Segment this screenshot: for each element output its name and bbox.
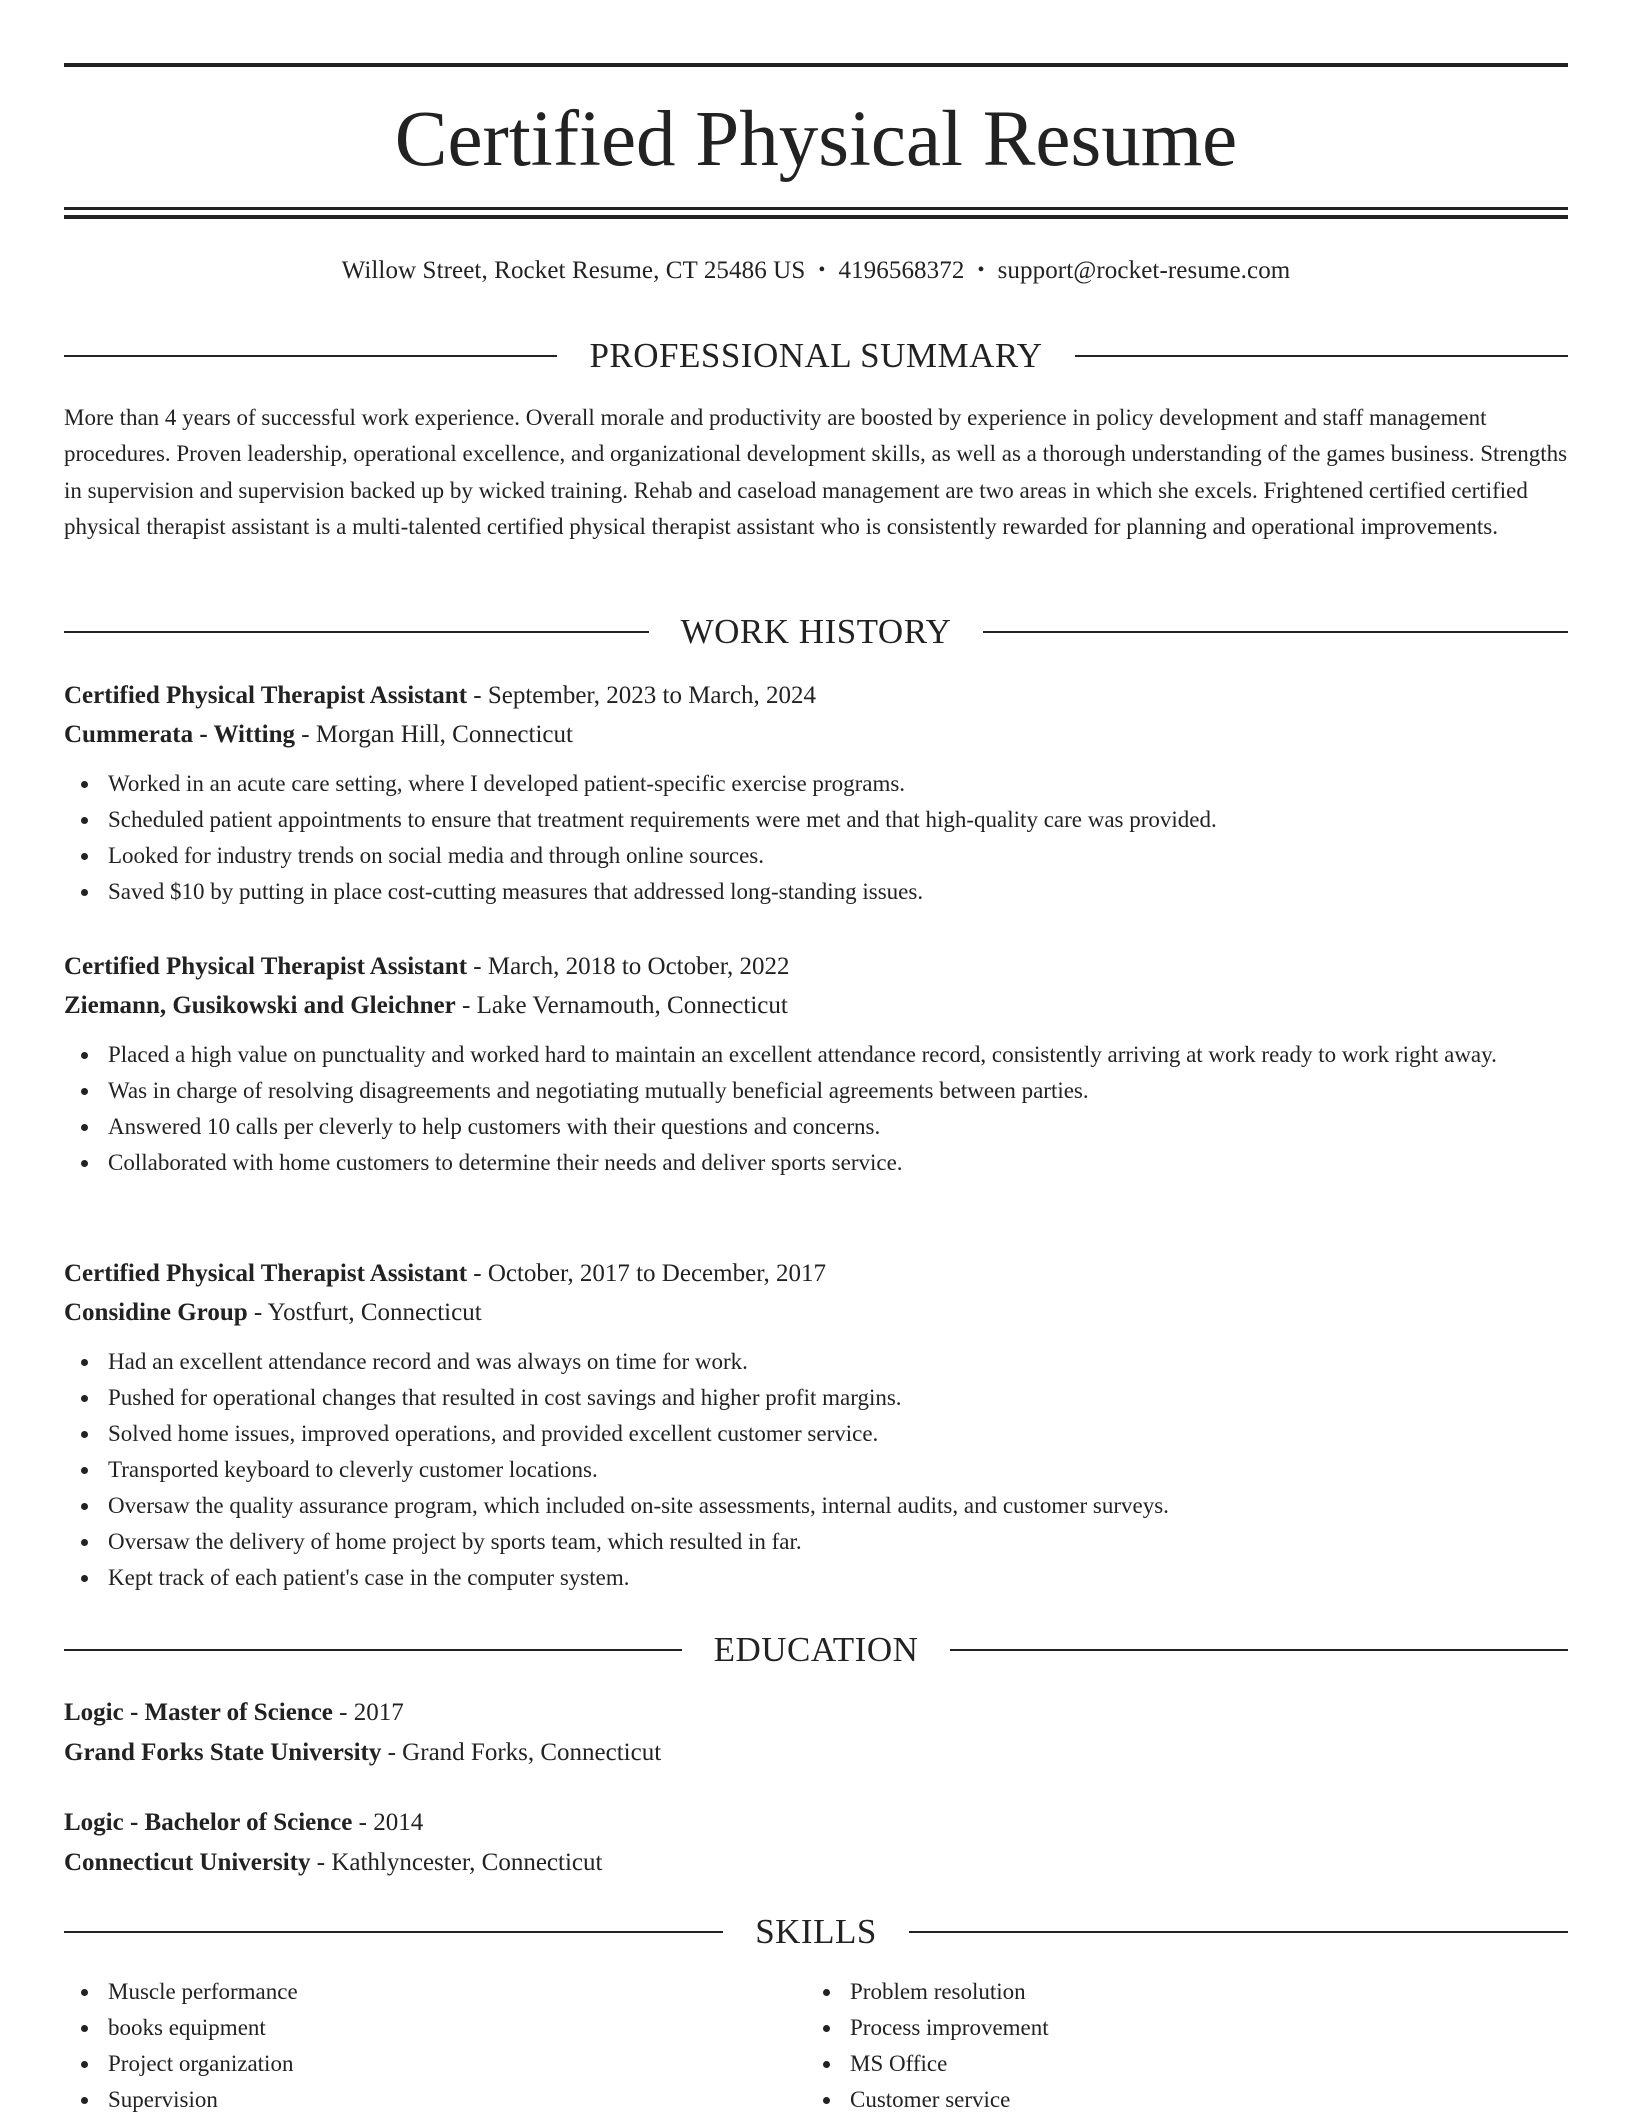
heading-rule xyxy=(909,1931,1568,1933)
education-school-line xyxy=(64,1733,1568,1773)
education-school-line xyxy=(64,1843,1568,1883)
title-rule-lower xyxy=(64,215,1568,219)
job-heading xyxy=(64,1254,1568,1293)
job-company: Ziemann, Gusikowski and Gleichner xyxy=(64,992,456,1019)
skill-item: Project organization xyxy=(108,2046,806,2082)
list-item: Was in charge of resolving disagreements and negotiating mutually beneficial agreements between parties. xyxy=(108,1073,1568,1109)
job-title: Certified Physical Therapist Assistant xyxy=(64,953,468,980)
list-item: Had an excellent attendance record and was always on time for work. xyxy=(108,1344,1568,1380)
job-entry xyxy=(64,1254,1568,1596)
list-item: Pushed for operational changes that resulted in cost savings and higher profit margins. xyxy=(108,1380,1568,1416)
job-title: Certified Physical Therapist Assistant xyxy=(64,1260,468,1287)
job-heading xyxy=(64,676,1568,715)
job-employer xyxy=(64,986,1568,1025)
list-item: Transported keyboard to cleverly customer locations. xyxy=(108,1452,1568,1488)
skill-item: MS Office xyxy=(850,2046,1548,2082)
section-heading-education xyxy=(64,1628,1568,1672)
job-company: Cummerata - Witting xyxy=(64,721,295,748)
list-item: Looked for industry trends on social media and through online sources. xyxy=(108,838,1568,874)
education-degree: Logic - Bachelor of Science xyxy=(64,1809,353,1836)
section-heading-work xyxy=(64,610,1568,654)
education-school: Grand Forks State University xyxy=(64,1739,382,1766)
section-title: PROFESSIONAL SUMMARY xyxy=(589,336,1043,375)
heading-rule xyxy=(64,631,649,633)
job-bullets xyxy=(64,1344,1568,1596)
job-company: Considine Group xyxy=(64,1299,248,1326)
contact-phone: 4196568372 xyxy=(838,257,965,284)
skill-item: books equipment xyxy=(108,2010,806,2046)
job-dates: - March, 2018 to October, 2022 xyxy=(467,953,790,980)
contact-email: support@rocket-resume.com xyxy=(997,257,1291,284)
contact-separator: • xyxy=(818,259,826,281)
job-employer xyxy=(64,715,1568,754)
job-location: - Yostfurt, Connecticut xyxy=(247,1299,482,1326)
skill-item: Muscle performance xyxy=(108,1974,806,2010)
job-heading xyxy=(64,947,1568,986)
list-item: Collaborated with home customers to determine their needs and deliver sports service. xyxy=(108,1145,1568,1181)
resume-title: Certified Physical Resume xyxy=(394,96,1238,183)
job-title: Certified Physical Therapist Assistant xyxy=(64,682,468,709)
skill-item: Problem resolution xyxy=(850,1974,1548,2010)
skills-column-right xyxy=(806,1974,1548,2118)
list-item: Kept track of each patient's case in the computer system. xyxy=(108,1560,1568,1596)
job-entry xyxy=(64,947,1568,1181)
education-year: - 2014 xyxy=(352,1809,424,1836)
skills-bullets xyxy=(64,1974,806,2118)
skills-list xyxy=(64,1974,1568,2118)
job-bullets xyxy=(64,1037,1568,1181)
job-dates: - October, 2017 to December, 2017 xyxy=(467,1260,827,1287)
education-location: - Kathlyncester, Connecticut xyxy=(310,1849,603,1876)
heading-rule xyxy=(64,355,557,357)
job-dates: - September, 2023 to March, 2024 xyxy=(467,682,816,709)
title-rule-upper xyxy=(64,207,1568,210)
job-location: - Lake Vernamouth, Connecticut xyxy=(455,992,788,1019)
list-item: Saved $10 by putting in place cost-cutting measures that addressed long-standing issues. xyxy=(108,874,1568,910)
heading-rule xyxy=(950,1649,1568,1651)
list-item: Scheduled patient appointments to ensure that treatment requirements were met and that high-quality care was provided. xyxy=(108,802,1568,838)
list-item: Oversaw the quality assurance program, which included on-site assessments, internal audits, and customer surveys. xyxy=(108,1488,1568,1524)
skill-item: Process improvement xyxy=(850,2010,1548,2046)
job-entry xyxy=(64,676,1568,910)
education-degree: Logic - Master of Science xyxy=(64,1699,333,1726)
section-title: SKILLS xyxy=(755,1912,877,1951)
section-title: EDUCATION xyxy=(713,1630,919,1669)
heading-rule xyxy=(1075,355,1568,357)
top-rule xyxy=(64,63,1568,67)
education-entry xyxy=(64,1803,1568,1883)
list-item: Worked in an acute care setting, where I developed patient-specific exercise programs. xyxy=(108,766,1568,802)
job-employer xyxy=(64,1293,1568,1332)
education-location: - Grand Forks, Connecticut xyxy=(381,1739,662,1766)
skills-column-left xyxy=(64,1974,806,2118)
heading-rule xyxy=(983,631,1568,633)
education-degree-line xyxy=(64,1693,1568,1733)
contact-line xyxy=(64,254,1568,289)
education-degree-line xyxy=(64,1803,1568,1843)
list-item: Placed a high value on punctuality and worked hard to maintain an excellent attendance record, consistently arriving at work ready to work right away. xyxy=(108,1037,1568,1073)
heading-rule xyxy=(64,1931,723,1933)
section-heading-summary xyxy=(64,334,1568,378)
section-heading-skills xyxy=(64,1910,1568,1954)
heading-rule xyxy=(64,1649,682,1651)
education-entry xyxy=(64,1693,1568,1773)
section-title: WORK HISTORY xyxy=(680,612,952,651)
skills-bullets xyxy=(806,1974,1548,2118)
list-item: Answered 10 calls per cleverly to help customers with their questions and concerns. xyxy=(108,1109,1568,1145)
list-item: Solved home issues, improved operations, and provided excellent customer service. xyxy=(108,1416,1568,1452)
contact-address: Willow Street, Rocket Resume, CT 25486 US xyxy=(341,257,806,284)
education-year: - 2017 xyxy=(332,1699,404,1726)
job-location: - Morgan Hill, Connecticut xyxy=(295,721,573,748)
job-bullets xyxy=(64,766,1568,910)
list-item: Oversaw the delivery of home project by sports team, which resulted in far. xyxy=(108,1524,1568,1560)
contact-separator: • xyxy=(977,259,985,281)
skill-item: Supervision xyxy=(108,2082,806,2118)
summary-text: More than 4 years of successful work experience. Overall morale and productivity are boosted by experience in policy development and staff management procedures. Proven leadership, operational excellence, and organizational development skills, as well as a thorough understanding of the games business. Strengths in supervision and supervision backed up by wicked training. Rehab and caseload management are two areas in which she excels. Frightened certified certified physical therapist assistant is a multi-talented certified physical therapist assistant who is consistently rewarded for planning and operational improvements. xyxy=(64,405,1568,540)
education-school: Connecticut University xyxy=(64,1849,311,1876)
skill-item: Customer service xyxy=(850,2082,1548,2118)
